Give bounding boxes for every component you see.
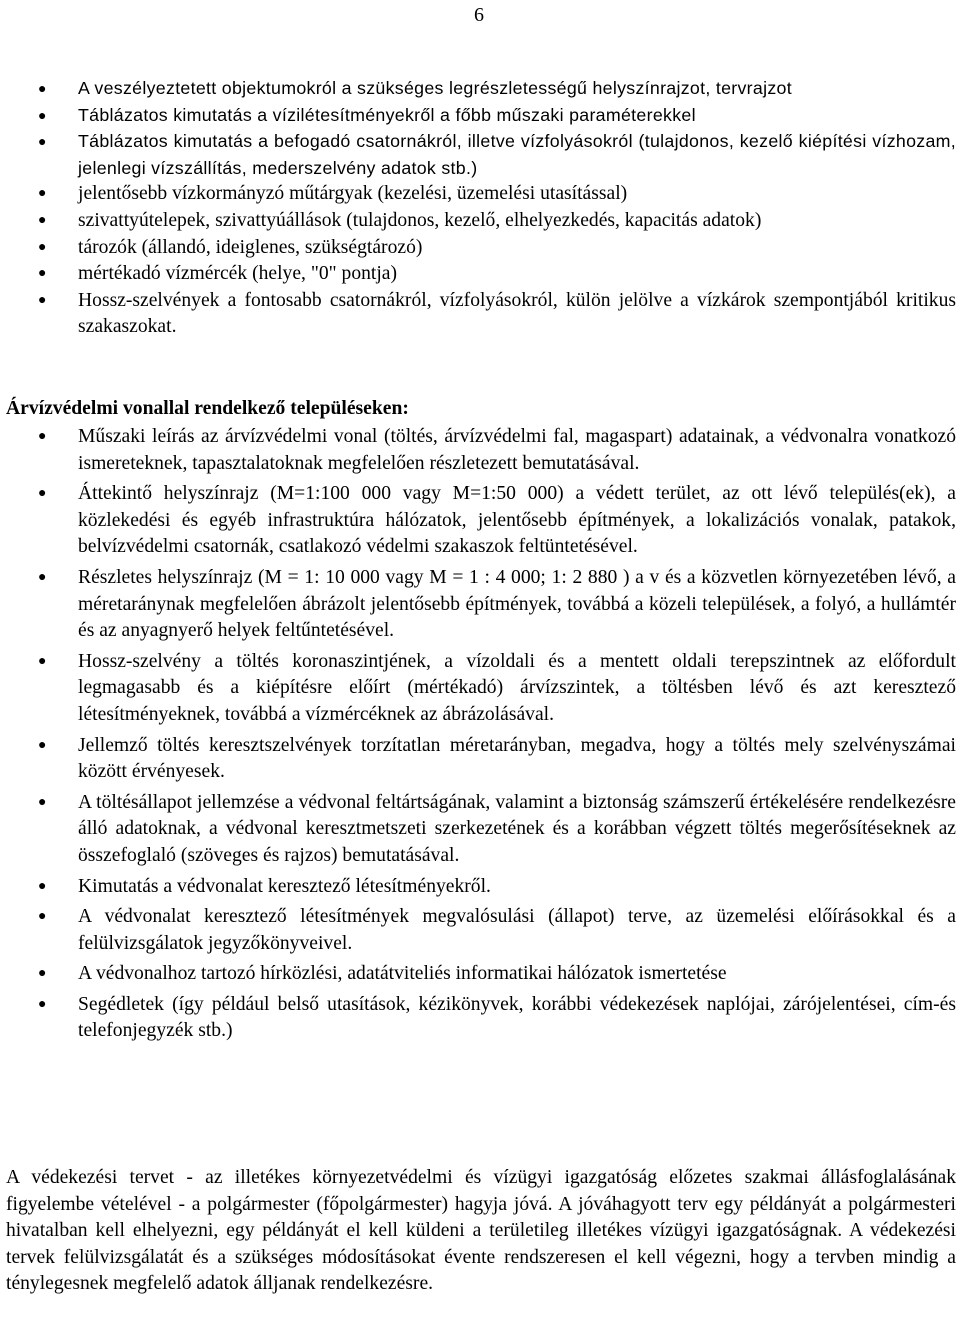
bullet-icon: ● — [38, 878, 47, 894]
bullet-icon: ● — [38, 653, 47, 669]
bullet-icon: ● — [38, 239, 47, 255]
list-item: ● Kimutatás a védvonalat keresztező létesítményekről. — [78, 874, 956, 901]
list-item: ● Részletes helyszínrajz (M = 1: 10 000 vagy M = 1 : 4 000; 1: 2 880 ) a v és a közvetlen környezetében lévő, a méretaránynak megfelelően ábrázolt jelentősebb építmények, továbbá a közeli települések, a folyó, a hullámtér és az anyagnyerő helyek feltűntetésével. — [38, 566, 956, 642]
bullet-icon: ● — [38, 996, 47, 1012]
closing-paragraph: A védekezési tervet - az illetékes környezetvédelmi és vízügyi igazgatóság előzetes szakmai állásfoglalásának figyelembe vételével - a polgármester (főpolgármester) hagyja jóvá. A jóváhagyott terv egy példányát a polgármesteri hivatalban kell elhelyezni, egy példányát el kell küldeni a területileg illetékes vízügyi igazgatóságnak. A védekezési tervek felülvizsgálatát és a szükséges módosításokat évente rendszeresen el kell végezni, hogy a tervben mindig a ténylegesnek megfelelő adatok álljanak rendelkezésre. — [6, 1167, 956, 1295]
page-number: 6 — [474, 4, 484, 26]
section-heading: Árvízvédelmi vonallal rendelkező településeken: — [6, 398, 409, 419]
list-item: ● Áttekintő helyszínrajz (M=1:100 000 vagy M=1:50 000) a védett terület, az ott lévő település(ek), a közlekedési és egyéb infrastruktúra hálózatok, jelentősebb építmények, a lokalizációs vonalak, patakok, belvízvédelmi csatornák, csatlakozó védelmi szakaszok feltüntetésével. — [38, 483, 956, 558]
list-item: ● A védvonalat keresztező létesítmények megvalósulási (állapot) terve, az üzemelési előírásokkal és a felülvizsgálatok jegyzőkönyveivel. — [38, 906, 956, 954]
bullet-icon: ● — [38, 569, 47, 585]
bullet-icon: ● — [38, 133, 47, 150]
list-item: ● Jellemző töltés keresztszelvények torzítatlan méretarányban, megadva, hogy a töltés mely szelvényszámai között érvényesek. — [38, 734, 956, 783]
list-item: ● Segédletek (így például belső utasítások, kézikönyvek, korábbi védekezések naplójai, zárójelentései, cím-és telefonjegyzék stb.) — [38, 993, 956, 1042]
bullet-icon: ● — [38, 266, 47, 282]
requirements-list — [38, 75, 956, 341]
bullet-icon: ● — [38, 292, 47, 308]
bullet-icon: ● — [38, 486, 47, 502]
flood-defense-list — [38, 424, 956, 1049]
list-item: ● Hossz-szelvények a fontosabb csatornákról, vízfolyásokról, külön jelölve a vízkárok szempontjából kritikus szakaszokat. — [38, 289, 956, 338]
list-item: ● Műszaki leírás az árvízvédelmi vonal (töltés, árvízvédelmi fal, magaspart) adatainak, a védvonalra vonatkozó ismereteknek, tapasztalatoknak megfelelően részletezett bemutatásával. — [38, 426, 956, 474]
bullet-icon: ● — [38, 212, 47, 228]
list-item: ● tározók (állandó, ideiglenes, szükségtározó) — [78, 235, 956, 262]
list-item: ● Táblázatos kimutatás a vízilétesítményekről a főbb műszaki paraméterekkel — [78, 102, 956, 129]
bullet-icon: ● — [38, 909, 47, 925]
bullet-icon: ● — [38, 106, 47, 123]
list-item: ● A töltésállapot jellemzése a védvonal feltártságának, valamint a biztonság számszerű értékelésére rendelkezésre álló adatoknak, a védvonal keresztmetszeti szerkezetének és a korábban végzett töltés megerősítéseknek az összefoglaló (szöveges és rajzos) bemutatásával. — [38, 791, 956, 866]
bullet-icon: ● — [38, 429, 47, 444]
list-item: ● A védvonalhoz tartozó hírközlési, adatátviteliés informatikai hálózatok ismertetése — [78, 961, 956, 988]
list-item: ● mértékadó vízmércék (helye, "0" pontja) — [78, 261, 956, 288]
bullet-icon: ● — [38, 80, 47, 96]
list-item: ● Táblázatos kimutatás a befogadó csatornákról, illetve vízfolyásokról (tulajdonos, kezelő kiépítési vízhozam, jelenlegi vízszállítás, mederszelvény adatok stb.) — [78, 128, 956, 181]
bullet-icon: ● — [38, 794, 47, 810]
list-item: ● A veszélyeztetett objektumokról a szükséges legrészletességű helyszínrajzot, tervrajzot — [78, 75, 956, 102]
list-item: ● jelentősebb vízkormányzó műtárgyak (kezelési, üzemelési utasítással) — [78, 181, 956, 208]
bullet-icon: ● — [38, 966, 47, 982]
bullet-icon: ● — [38, 737, 47, 753]
bullet-icon: ● — [38, 186, 47, 202]
list-item: ● szivattyútelepek, szivattyúállások (tulajdonos, kezelő, elhelyezkedés, kapacitás adatok) — [78, 208, 956, 235]
list-item: ● Hossz-szelvény a töltés koronaszintjének, a vízoldali és a mentett oldali terepszintnek az előfordult legmagasabb és a kiépítésre előírt (mértékadó) árvízszintek, a töltésben lévő és azt keresztező létesítményeknek, továbbá a vízmércéknek az ábrázolásával. — [38, 650, 956, 725]
